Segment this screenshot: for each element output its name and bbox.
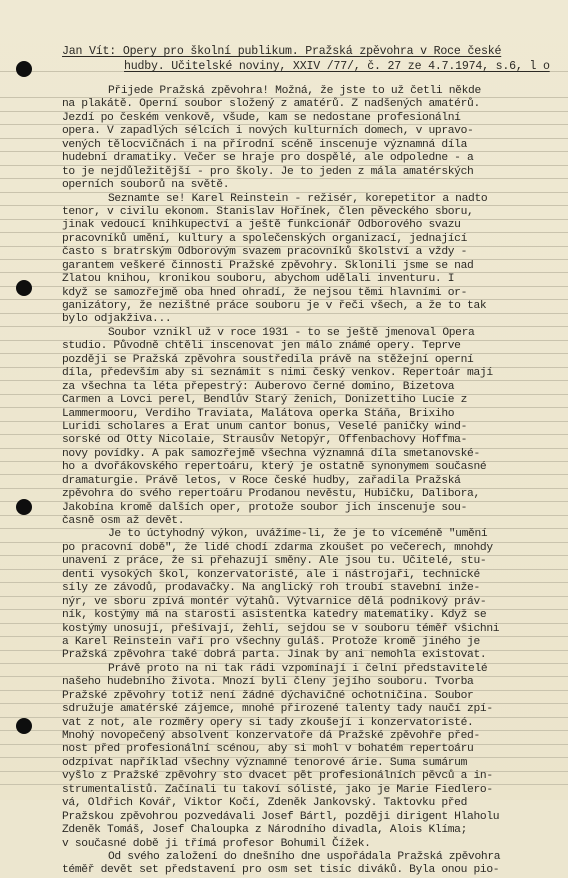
text-line: po pracovní době", že lidé chodí zdarma zkoušet po večerech, mnohdy [62, 541, 493, 554]
text-line: díla, především aby si seznámit s nimi český venkov. Repertoár mají [62, 367, 493, 380]
text-line: Pražskou zpěvohrou pozvedávali Josef Bártl, později dirigent Hlaholu [62, 810, 500, 823]
text-line: téměř devět set představení pro osm set tisíc diváků. Byla onou pio- [62, 864, 500, 877]
text-line: Zlatou knihou, kronikou souboru, abychom udělali inventuru. I [62, 273, 455, 286]
text-line: Pražská zpěvohra také dobrá parta. Jinak by ani nemohla existovat. [62, 649, 487, 662]
text-line: nost před profesionální scénou, aby si mohl v bohatém repertoáru [62, 743, 474, 756]
text-line: kostýmy unosují, přešívají, žehlí, sejdou se v souboru téměř všichni [62, 622, 500, 635]
punch-hole [16, 718, 32, 734]
text-line: síly ze závodů, prodavačky. Na anglický roh troubí stavební inže- [62, 582, 480, 595]
text-line: sorské od Otty Nicolaie, Strausův Netopýr, Offenbachovy Hoffma- [62, 434, 468, 447]
text-line: Carmen a Lovci perel, Bendlův Starý ženich, Donizettiho Lucie z [62, 394, 468, 407]
text-line: to je nejdůležitější - pro školy. Je to jeden z mála amatérských [62, 165, 474, 178]
text-line: vá, Oldřich Kovář, Viktor Kočí, Zdeněk Jankovský. Taktovku před [62, 797, 468, 810]
citation-line-1: Jan Vít: Opery pro školní publikum. Pražská zpěvohra v Roce české [62, 45, 502, 58]
text-line: vyšlo z Pražské zpěvohry sto dvacet pět profesionálních pěvců a in- [62, 770, 493, 783]
text-line: Jakobína kromě dalších oper, protože soubor jich inscenuje sou- [62, 501, 468, 514]
text-line: Luridi scholares a Erat unum cantor bonus, Veselé paničky wind- [62, 420, 468, 433]
text-line: ho a dvořákovského repertoáru, který je ostatně synonymem současné [62, 461, 487, 474]
text-line: když se samozřejmě oba hned ohradí, že nejsou těmi hlavními or- [62, 286, 468, 299]
text-line: strumentalistů. Začínali tu takoví sólisté, jako je Marie Fiedlero- [62, 783, 493, 796]
text-line: ganizátory, že nezištné práce souboru je v řeči všech, a že to tak [62, 300, 487, 312]
text-line: a Karel Reinstein vaří pro všechny guláš. Protože kromě jiného je [62, 635, 480, 648]
text-line: novy povídky. A pak samozřejmě všechna významná díla smetanovské- [62, 447, 480, 460]
text-line: studio. Původně chtěli inscenovat jen málo známé opery. Teprve [62, 340, 461, 353]
text-line: Soubor vznikl už v roce 1931 - to se ještě jmenoval Opera [108, 326, 475, 339]
text-line: jinak vedoucí knihkupectví a ještě funkcionář Odborového svazu [62, 219, 461, 232]
text-line: Pražské zpěvohry totiž není žádné dýchavičné ochotničina. Soubor [62, 689, 474, 702]
text-line: v současné době ji třímá profesor Bohumil Čížek. [62, 837, 371, 850]
text-line: pracovníků umění, kultury a společenských organizací, jednající [62, 232, 468, 245]
text-line: opera. V zapadlých sélcích i nových kulturních domech, v upravo- [62, 125, 474, 138]
text-line: Od svého založení do dnešního dne uspořádala Pražská zpěvohra [108, 850, 501, 863]
text-line: Přijede Pražská zpěvohra! Možná, že jste to už četli někde [108, 85, 481, 97]
text-line: sdružuje amatérské zájemce, mnohé přirozené talenty tady naučí zpí- [62, 703, 493, 716]
text-line: denti vysokých škol, konzervatoristé, ale i nástrojaři, technické [62, 568, 480, 581]
text-line: za všechna ta léta přepestrý: Auberovo černé domino, Bizetova [62, 380, 455, 393]
text-line: vat z not, ale rozměry opery si tady zkoušejí i konzervatoristé. [62, 716, 474, 729]
text-line: nýr, ve sboru zpívá montér výtahů. Výtvarnice dělá podnikový práv- [62, 595, 487, 608]
text-line: odzpívat například všechny významné tenorové árie. Suma sumárum [62, 756, 468, 769]
text-line: Mnohý novopečený absolvent konzervatoře dá Pražské zpěvohře před- [62, 730, 480, 742]
text-line: našeho hudebního života. Mnozí byli členy jejího souboru. Tvorba [62, 676, 474, 689]
text-line: zpěvohra do svého repertoáru Prodanou nevěstu, Hubičku, Dalibora, [62, 488, 480, 501]
text-line: Zdeněk Tomáš, Josef Chaloupka z Národního divadla, Alois Klíma; [62, 824, 468, 837]
text-line: Právě proto na ni tak rádi vzpomínají i čelní představitelé [108, 662, 488, 675]
text-line: časně osm až devět. [62, 515, 185, 527]
text-line: Jezdí po českém venkově, všude, kam se nedostane profesionální [62, 111, 461, 124]
text-line: bylo odjakživa... [62, 313, 172, 326]
punch-hole [16, 499, 32, 515]
text-line: Seznamte se! Karel Reinstein - režisér, korepetitor a nadto [108, 192, 488, 205]
text-line: vených tělocvičnách i na přírodní scéně inscenuje významná díla [62, 138, 468, 151]
text-line: Je to úctyhodný výkon, uvážíme-li, že je to víceméně "umění [108, 528, 488, 541]
text-line: dramaturgie. Právě letos, v Roce české hudby, zařadila Pražská [62, 474, 461, 487]
text-line: ník, kostýmy má na starosti asistentka katedry matematiky. Když se [62, 609, 487, 622]
text-line: garantem veškeré činnosti Pražské zpěvohry. Sklonili jsme se nad [62, 259, 474, 272]
text-line: operních souborů na světě. [62, 179, 230, 192]
citation-header [62, 44, 568, 74]
text-line: unavení z práce, že si přehazují směny. Ale jsou tu. Učitelé, stu- [62, 555, 487, 568]
text-line: tenor, v civilu ekonom. Stanislav Hořínek, člen pěveckého sboru, [62, 205, 474, 218]
punch-hole [16, 61, 32, 77]
punch-hole [16, 280, 32, 296]
article-body [62, 85, 568, 878]
text-line: na plakátě. Operní soubor složený z amatérů. Z nadšených amatérů. [62, 98, 480, 111]
text-line: hudební dramatiky. Večer se hraje pro dospělé, ale odpoledne - a [62, 152, 474, 165]
text-line: později se Pražská zpěvohra soustředila právě na stěžejní operní [62, 353, 474, 366]
text-line: často s bratrským Odborovým svazem pracovníků školství a vždy - [62, 246, 468, 259]
citation-line-2: hudby. Učitelské noviny, XXIV /77/, č. 27 ze 4.7.1974, s.6, l o [124, 60, 550, 73]
text-line: Lammermooru, Verdiho Traviata, Malátova operka Stáňa, Brixiho [62, 407, 455, 420]
